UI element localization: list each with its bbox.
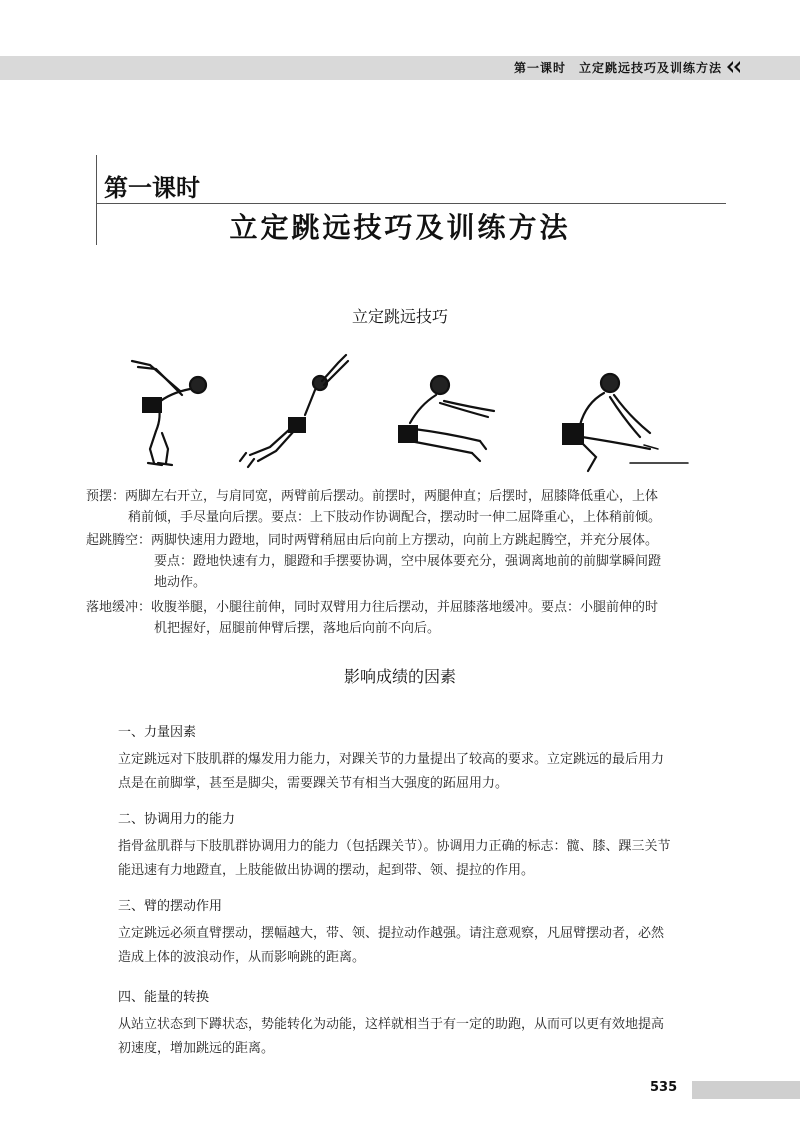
body-line: 造成上体的波浪动作，从而影响跳的距离。	[118, 950, 366, 965]
phase-line: 机把握好，屈腿前伸臂后摆，落地后向前不向后。	[154, 621, 441, 636]
section-heading-technique: 立定跳远技巧	[351, 307, 448, 326]
phase-preswing	[86, 486, 726, 528]
phase-line: 地动作。	[154, 575, 207, 590]
page-title: 立定跳远技巧及训练方法	[229, 211, 571, 244]
jump-phase-illustrations	[110, 345, 690, 475]
flight-jumper-icon	[398, 376, 494, 461]
body-line: 指骨盆肌群与下肢肌群协调用力的能力（包括踝关节）。协调用力正确的标志：髋、膝、踝三关节	[118, 839, 671, 854]
factor-heading-arm-swing: 三、臂的摆动作用	[118, 899, 223, 914]
running-header-title: 第一课时 立定跳远技巧及训练方法	[513, 61, 722, 75]
factor-heading-energy: 四、能量的转换	[118, 990, 210, 1005]
phase-line: 起跳腾空：两脚快速用力蹬地，同时两臂稍屈由后向前上方摆动，向前上方跳起腾空，并充分展体。	[86, 533, 659, 548]
phase-takeoff	[86, 530, 726, 593]
takeoff-jumper-icon	[240, 355, 348, 467]
page-number: 535	[650, 1080, 678, 1095]
phase-line: 落地缓冲：收腹举腿，小腿往前伸，同时双臂用力往后摆动，并屈膝落地缓冲。要点：小腿前伸的时	[86, 600, 659, 615]
factor-body-energy	[118, 1013, 698, 1061]
preswing-jumper-icon	[132, 361, 206, 465]
lesson-label: 第一课时	[104, 174, 200, 202]
body-line: 能迅速有力地蹬直，上肢能做出协调的摆动，起到带、领、提拉的作用。	[118, 863, 535, 878]
body-line: 立定跳远对下肢肌群的爆发用力能力，对踝关节的力量提出了较高的要求。立定跳远的最后用力	[118, 752, 665, 767]
factor-heading-strength: 一、力量因素	[118, 725, 197, 740]
body-line: 立定跳远必须直臂摆动，摆幅越大，带、领、提拉动作越强。请注意观察，凡屈臂摆动者，必然	[118, 926, 665, 941]
title-frame-horizontal	[96, 203, 726, 204]
phase-line: 预摆：两脚左右开立，与肩同宽，两臂前后摆动。前摆时，两腿伸直；后摆时，屈膝降低重心，上体	[86, 489, 659, 504]
footer-bar	[692, 1081, 800, 1099]
landing-jumper-icon	[562, 374, 688, 471]
phase-line: 要点：蹬地快速有力，腿蹬和手摆要协调，空中展体要充分，强调离地前的前脚掌瞬间蹬	[154, 554, 662, 569]
factor-heading-coordination: 二、协调用力的能力	[118, 812, 236, 827]
body-line: 点是在前脚掌，甚至是脚尖，需要踝关节有相当大强度的跖屈用力。	[118, 776, 509, 791]
factor-body-arm-swing	[118, 922, 698, 970]
double-chevron-left-icon	[726, 61, 742, 73]
factor-body-coordination	[118, 835, 698, 883]
phase-landing	[86, 597, 726, 639]
body-line: 初速度，增加跳远的距离。	[118, 1041, 275, 1056]
phase-line: 稍前倾，手尽量向后摆。要点：上下肢动作协调配合，摆动时一伸二屈降重心，上体稍前倾。	[128, 510, 662, 525]
body-line: 从站立状态到下蹲状态，势能转化为动能，这样就相当于有一定的助跑，从而可以更有效地提高	[118, 1017, 665, 1032]
section-heading-factors: 影响成绩的因素	[343, 667, 456, 686]
factor-body-strength	[118, 748, 698, 796]
